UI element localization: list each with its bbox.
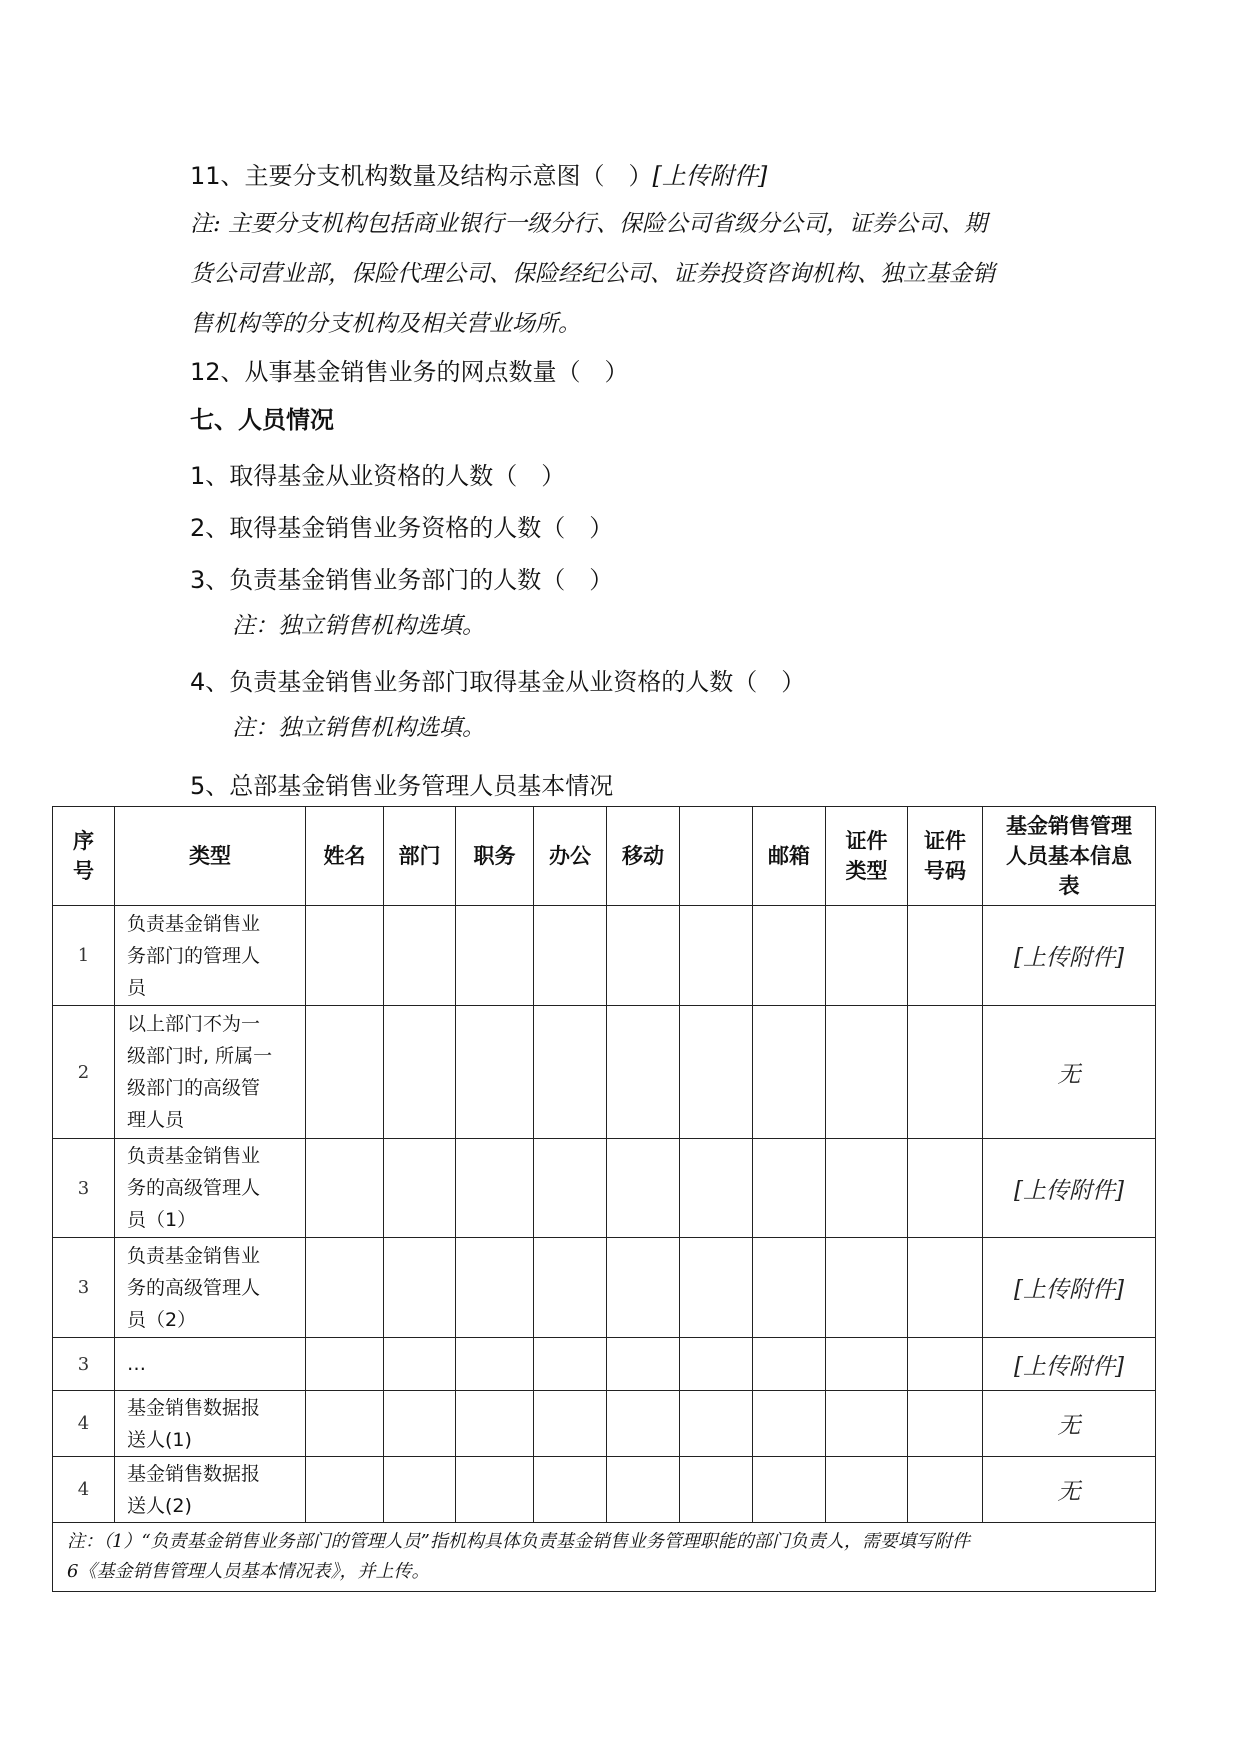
cell-email[interactable] (753, 1391, 826, 1457)
cell-blank[interactable] (680, 906, 753, 1006)
table-row (53, 906, 1156, 1006)
cell-id-no[interactable] (908, 1006, 983, 1139)
cell-dept[interactable] (384, 1139, 456, 1238)
cell-blank[interactable] (680, 1457, 753, 1523)
cell-office[interactable] (534, 1238, 607, 1338)
cell-id-no[interactable] (908, 906, 983, 1006)
cell-mobile[interactable] (607, 906, 680, 1006)
cell-name[interactable] (306, 906, 384, 1006)
cell-mobile[interactable] (607, 1139, 680, 1238)
header-info-sheet: 基金销售管理 人员基本信息 表 (983, 807, 1156, 906)
cell-id-no[interactable] (908, 1139, 983, 1238)
cell-name[interactable] (306, 1139, 384, 1238)
cell-dept[interactable] (384, 1457, 456, 1523)
section-heading-personnel: 七、人员情况 (190, 406, 334, 434)
cell-position[interactable] (456, 906, 534, 1006)
row-seq: 4 (53, 1391, 115, 1457)
cell-position[interactable] (456, 1006, 534, 1139)
upload-attachment-link[interactable]: [上传附件] (983, 1338, 1156, 1391)
note-branch-1: 注: 主要分支机构包括商业银行一级分行、保险公司省级分公司，证券公司、期 (190, 211, 988, 237)
personnel-item-4: 4、负责基金销售业务部门取得基金从业资格的人数（ ） (190, 668, 806, 696)
cell-position[interactable] (456, 1457, 534, 1523)
cell-id-type[interactable] (826, 906, 908, 1006)
cell-name[interactable] (306, 1338, 384, 1391)
cell-id-type[interactable] (826, 1457, 908, 1523)
cell-id-type[interactable] (826, 1238, 908, 1338)
cell-mobile[interactable] (607, 1457, 680, 1523)
upload-attachment-link[interactable]: [上传附件] (983, 906, 1156, 1006)
row-type: … (115, 1338, 306, 1391)
row-type: 基金销售数据报 送人(1) (115, 1391, 306, 1457)
cell-id-type[interactable] (826, 1391, 908, 1457)
personnel-item-3-note: 注：独立销售机构选填。 (232, 613, 485, 639)
cell-mobile[interactable] (607, 1006, 680, 1139)
row-seq: 1 (53, 906, 115, 1006)
header-mobile: 移动 (607, 807, 680, 906)
info-none-label: 无 (983, 1457, 1156, 1523)
cell-mobile[interactable] (607, 1391, 680, 1457)
management-personnel-table (52, 806, 1156, 1592)
cell-blank[interactable] (680, 1338, 753, 1391)
upload-attachment-link[interactable]: [上传附件] (652, 162, 768, 190)
cell-name[interactable] (306, 1457, 384, 1523)
cell-id-no[interactable] (908, 1391, 983, 1457)
table-row (53, 1139, 1156, 1238)
header-type: 类型 (115, 807, 306, 906)
table-row (53, 1457, 1156, 1523)
cell-email[interactable] (753, 1457, 826, 1523)
info-none-label: 无 (983, 1391, 1156, 1457)
cell-office[interactable] (534, 1139, 607, 1238)
personnel-item-3: 3、负责基金销售业务部门的人数（ ） (190, 566, 614, 594)
cell-email[interactable] (753, 1139, 826, 1238)
personnel-item-5: 5、总部基金销售业务管理人员基本情况 (190, 772, 614, 800)
row-seq: 3 (53, 1139, 115, 1238)
personnel-item-1: 1、取得基金从业资格的人数（ ） (190, 462, 566, 490)
cell-name[interactable] (306, 1391, 384, 1457)
cell-id-type[interactable] (826, 1139, 908, 1238)
cell-dept[interactable] (384, 1391, 456, 1457)
row-type: 基金销售数据报 送人(2) (115, 1457, 306, 1523)
cell-email[interactable] (753, 1338, 826, 1391)
item-11 (190, 160, 767, 192)
cell-office[interactable] (534, 906, 607, 1006)
cell-blank[interactable] (680, 1006, 753, 1139)
cell-office[interactable] (534, 1006, 607, 1139)
header-office: 办公 (534, 807, 607, 906)
cell-dept[interactable] (384, 1338, 456, 1391)
upload-attachment-link[interactable]: [上传附件] (983, 1139, 1156, 1238)
cell-id-no[interactable] (908, 1238, 983, 1338)
table-footnote: 注：（1）“负责基金销售业务部门的管理人员”指机构具体负责基金销售业务管理职能的部门负责人，需要填写附件 6《基金销售管理人员基本情况表》，并上传。 (53, 1523, 1156, 1592)
cell-id-type[interactable] (826, 1006, 908, 1139)
header-seq: 序 号 (53, 807, 115, 906)
upload-attachment-link[interactable]: [上传附件] (983, 1238, 1156, 1338)
cell-name[interactable] (306, 1238, 384, 1338)
cell-id-no[interactable] (908, 1338, 983, 1391)
item-11-text: 11、主要分支机构数量及结构示意图（ ） (190, 162, 653, 190)
cell-id-type[interactable] (826, 1338, 908, 1391)
cell-mobile[interactable] (607, 1238, 680, 1338)
cell-office[interactable] (534, 1338, 607, 1391)
header-position: 职务 (456, 807, 534, 906)
row-seq: 2 (53, 1006, 115, 1139)
cell-id-no[interactable] (908, 1457, 983, 1523)
row-type: 负责基金销售业 务的高级管理人 员（2） (115, 1238, 306, 1338)
cell-blank[interactable] (680, 1139, 753, 1238)
cell-blank[interactable] (680, 1391, 753, 1457)
cell-blank[interactable] (680, 1238, 753, 1338)
cell-email[interactable] (753, 1238, 826, 1338)
header-id-no: 证件 号码 (908, 807, 983, 906)
cell-position[interactable] (456, 1338, 534, 1391)
note-branch-3: 售机构等的分支机构及相关营业场所。 (190, 311, 581, 337)
cell-office[interactable] (534, 1457, 607, 1523)
cell-dept[interactable] (384, 906, 456, 1006)
note-branch-2: 货公司营业部，保险代理公司、保险经纪公司、证券投资咨询机构、独立基金销 (190, 261, 995, 287)
table-row (53, 1238, 1156, 1338)
header-blank (680, 807, 753, 906)
header-email: 邮箱 (753, 807, 826, 906)
item-12: 12、从事基金销售业务的网点数量（ ） (190, 358, 629, 386)
row-seq: 3 (53, 1338, 115, 1391)
table-row (53, 1391, 1156, 1457)
personnel-item-2: 2、取得基金销售业务资格的人数（ ） (190, 514, 614, 542)
header-name: 姓名 (306, 807, 384, 906)
cell-position[interactable] (456, 1238, 534, 1338)
row-type: 以上部门不为一 级部门时, 所属一 级部门的高级管 理人员 (115, 1006, 306, 1139)
cell-position[interactable] (456, 1139, 534, 1238)
table-footnote-row (53, 1523, 1156, 1592)
cell-email[interactable] (753, 1006, 826, 1139)
table-header-row (53, 807, 1156, 906)
cell-dept[interactable] (384, 1006, 456, 1139)
cell-dept[interactable] (384, 1238, 456, 1338)
row-type: 负责基金销售业 务的高级管理人 员（1） (115, 1139, 306, 1238)
header-dept: 部门 (384, 807, 456, 906)
cell-mobile[interactable] (607, 1338, 680, 1391)
table-row (53, 1006, 1156, 1139)
cell-email[interactable] (753, 906, 826, 1006)
cell-name[interactable] (306, 1006, 384, 1139)
row-seq: 3 (53, 1238, 115, 1338)
row-seq: 4 (53, 1457, 115, 1523)
personnel-item-4-note: 注：独立销售机构选填。 (232, 715, 485, 741)
header-id-type: 证件 类型 (826, 807, 908, 906)
info-none-label: 无 (983, 1006, 1156, 1139)
row-type: 负责基金销售业 务部门的管理人 员 (115, 906, 306, 1006)
cell-position[interactable] (456, 1391, 534, 1457)
table-row (53, 1338, 1156, 1391)
cell-office[interactable] (534, 1391, 607, 1457)
